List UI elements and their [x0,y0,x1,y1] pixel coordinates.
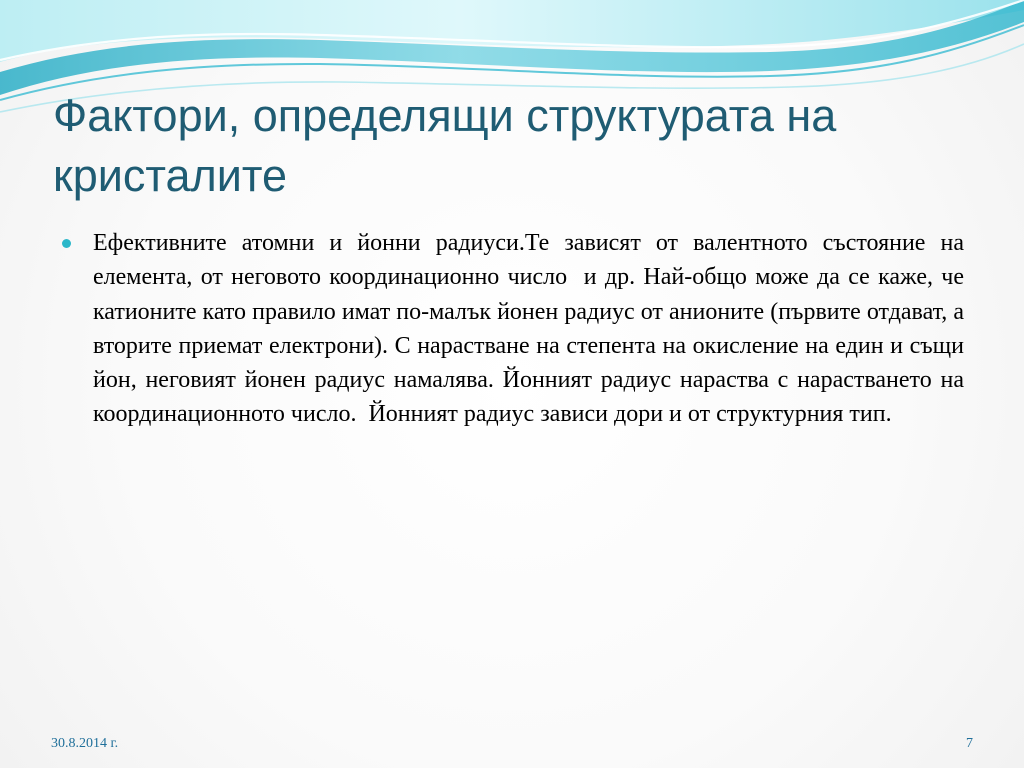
slide-number: 7 [966,736,973,751]
footer-date: 30.8.2014 г. [51,736,119,751]
slide-content [62,226,970,432]
bullet-item [62,226,970,432]
slide-title: Фактори, определящи структурата на кристалите [53,90,837,201]
bullet-dot-icon [62,239,71,248]
bullet-text: Ефективните атомни и йонни радиуси.Те зависят от валентното състояние на елемента, от неговото координационно число и др. Най-общо може да се каже, че катионите като правило имат по-малък йонен радиус от анионите (първите отдават, а вторите приемат електрони). С нарастване на степента на окисление на един и същи йон, неговият йонен радиус намалява. Йонният радиус нараства с нарастването на координационното число. Йонният радиус зависи дори и от структурния тип. [93,230,970,428]
